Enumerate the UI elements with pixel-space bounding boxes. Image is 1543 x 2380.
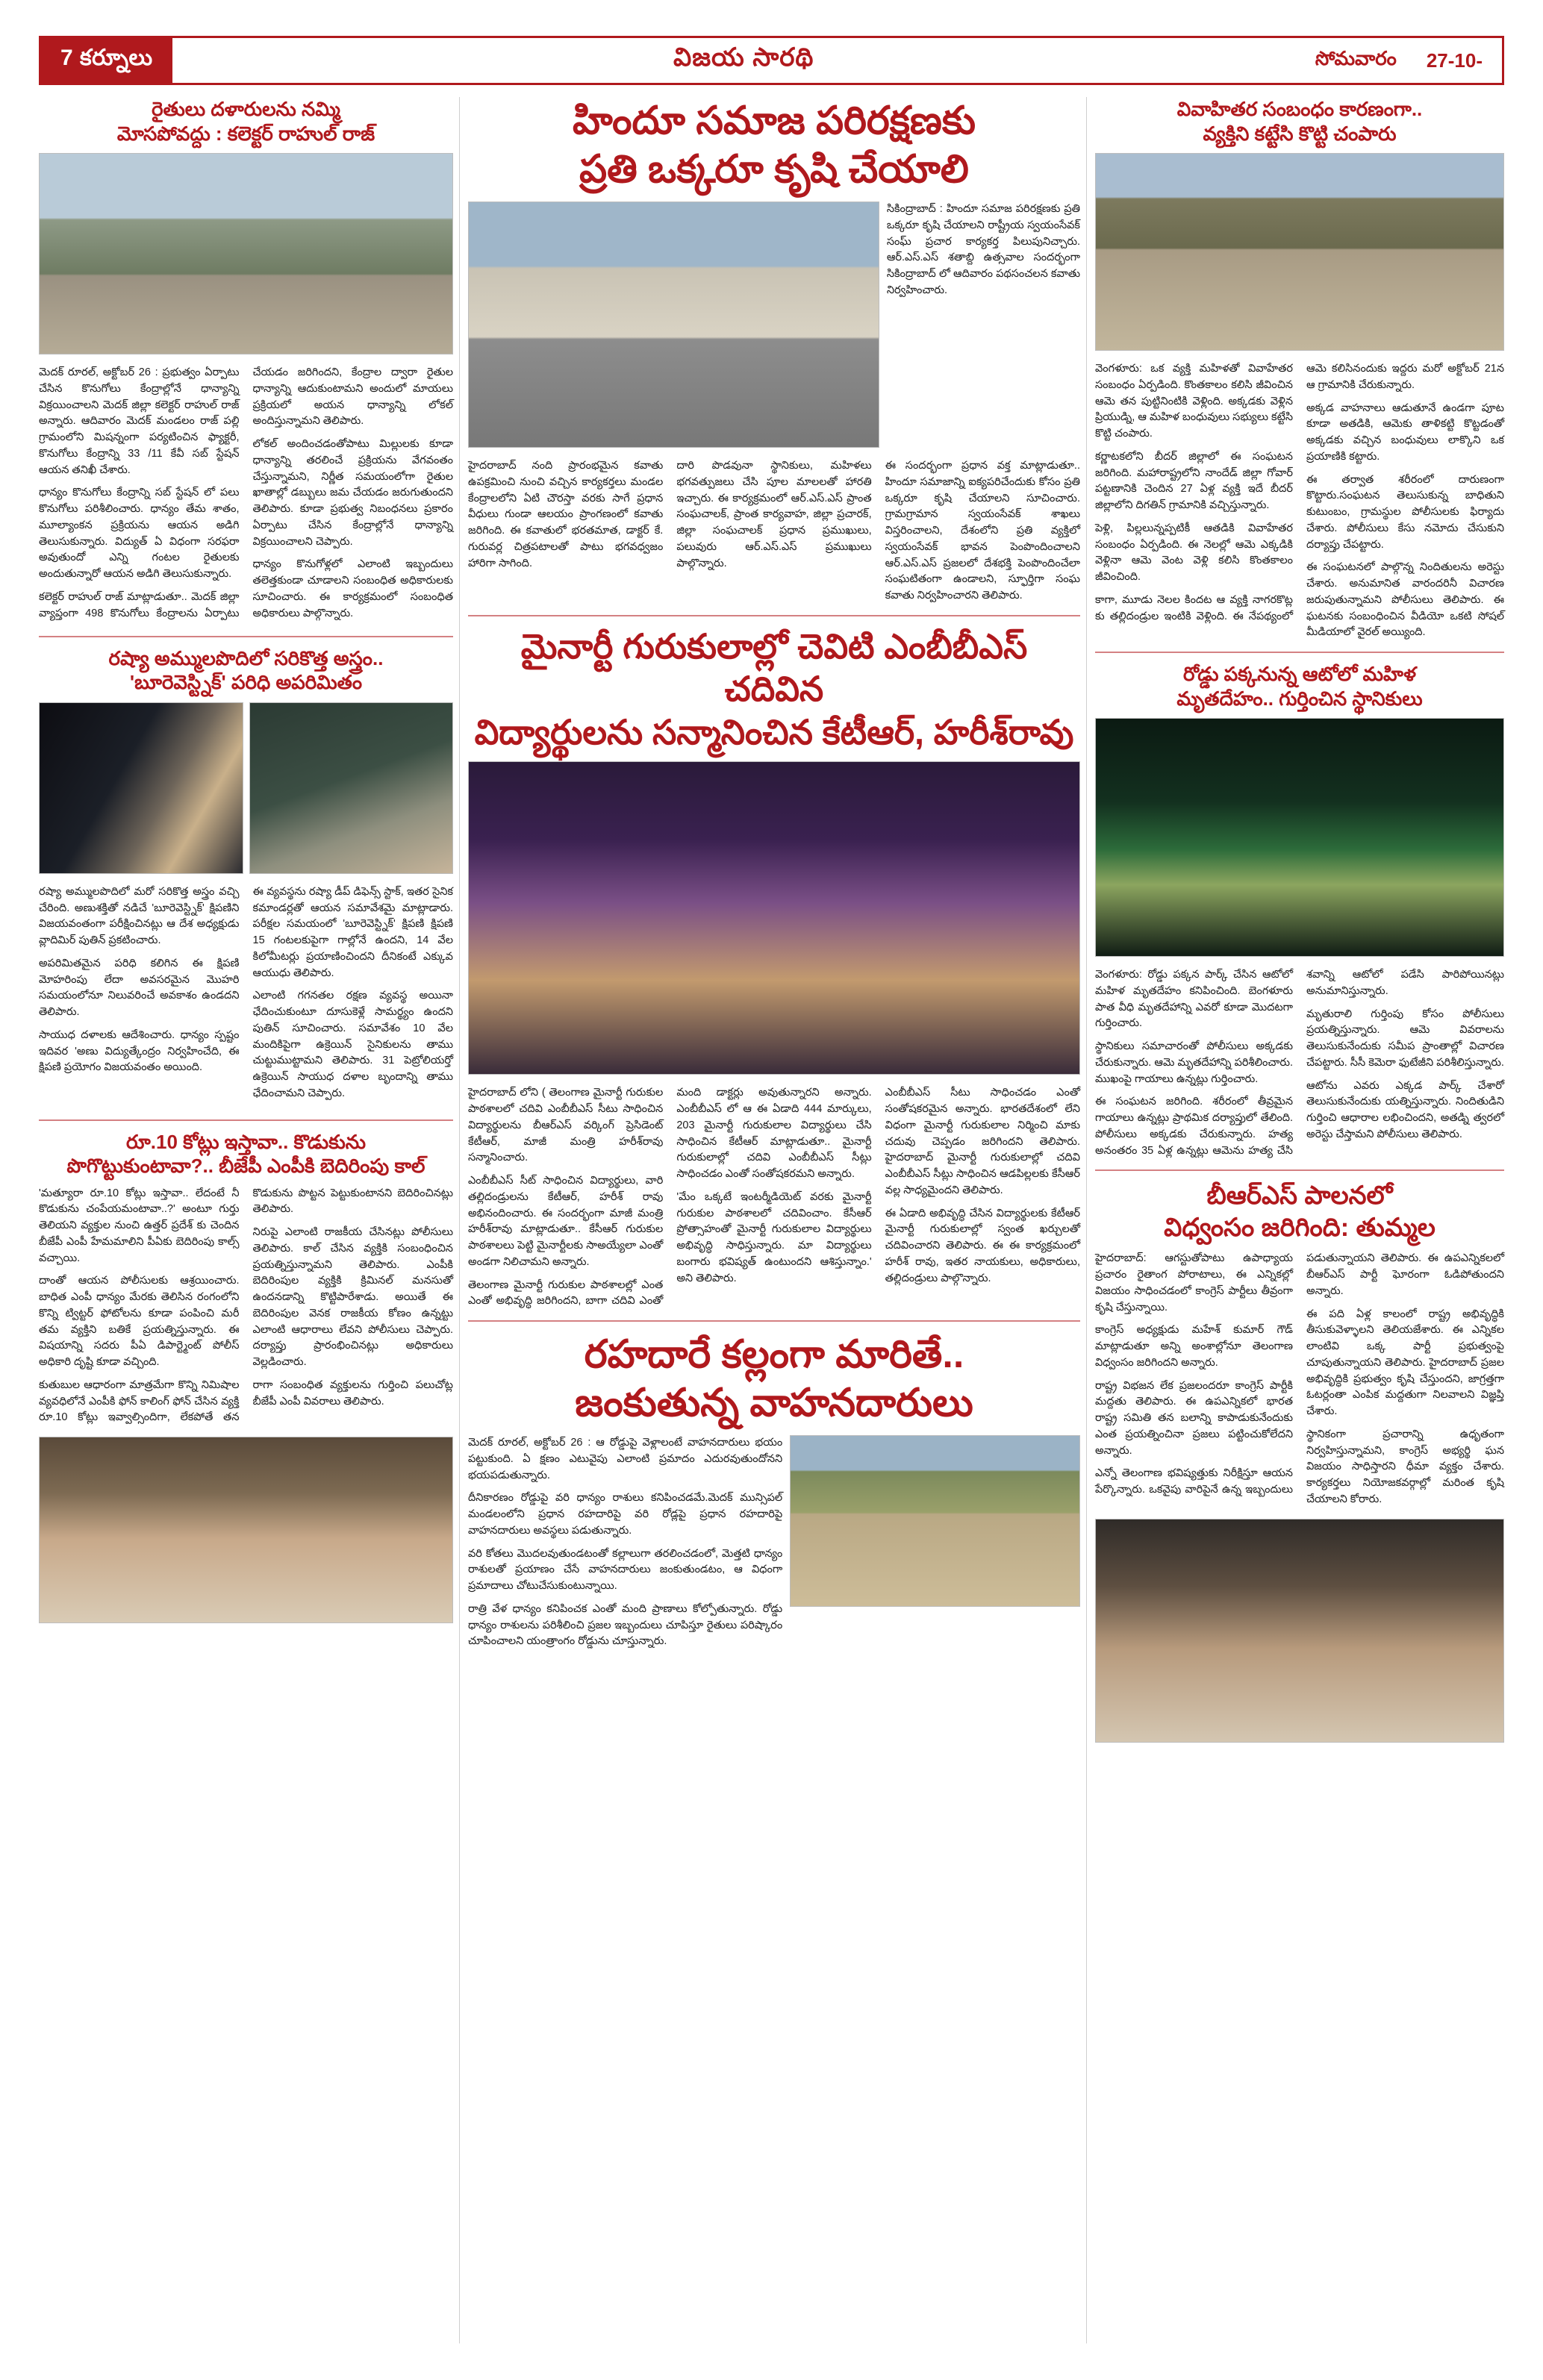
paragraph: హైదరాబాద్ నంది ప్రారంభమైన కవాతు ఉపక్రమించి నుంచి వచ్చిన కార్యకర్తలు మండల కేంద్రాలలోని ఏటి చౌరస్తా వరకు సాగే ప్రధాన వీధులు గుండా ఆలయం ప్రాంగణంలో కవాతు జరిగింది. ఈ కవాతులో భరతమాత, డాక్టర్ కే. గురువర్ల చిత్రపటాలతో పాటు భగవధ్వజం హారిగా సాగింది.	[468, 460, 664, 569]
masthead-title-wrap	[172, 43, 1315, 78]
page-number-label: 7 కర్నూలు	[41, 38, 172, 83]
paragraph: మెదక్ రూరల్, అక్టోబర్ 26 : ప్రభుత్వం ఏర్పాటు చేసిన కొనుగోలు కేంద్రాల్లోనే ధాన్యాన్ని విక్రయించాలని మెదక్ జిల్లా కలెక్టర్ రాహుల్ రాజ్ అన్నారు. ఆదివారం మెదక్ మండలం రాజ్ పల్లి గ్రామంలోని మిషన్నంగా పర్యటించిన ఫ్యాక్టరీ, కొనుగోలు కేంద్రాన్ని 33 /11 కేవీ సబ్ స్టేషన్ ఆయన తనిఖీ చేశారు.	[39, 366, 240, 476]
story-body-extramarital	[1095, 361, 1504, 641]
headline-extramarital	[1095, 97, 1504, 146]
paragraph: కర్ణాటకలోని బీదర్ జిల్లాలో ఈ సంఘటన జరిగింది. మహారాష్ట్రలోని నాందేడ్ జిల్లా గోవార్ పట్టణానికి చెందిన 27 ఏళ్ల వ్యక్తి ఇదే బీదర్ జిల్లాలోని దిగతిన్ గ్రామానికి వచ్చిస్తున్నారు.	[1095, 450, 1293, 511]
headline-line: ప్రతి ఒక్కరూ కృషి చేయాలి	[579, 148, 969, 191]
paragraph: హైదరాబాద్ లోని ( తెలంగాణ మైనార్టీ గురుకుల పాఠశాలలో చదివి ఎంబీబీఎస్ సీటు సాధించిన విద్యార్థులను బీఆర్ఎస్ వర్కింగ్ ప్రెసిడెంట్ కేటీఆర్, మాజీ మంత్రి హరీశ్‌రావు సన్మానించారు.	[468, 1087, 664, 1164]
headline-minority-gurukul	[468, 625, 1080, 755]
paragraph: కాంగ్రెస్ అధ్యక్షుడు మహేశ్ కుమార్ గౌడ్ మాట్లాడుతూ అన్ని అంశాల్లోనూ తెలంగాణ విధ్వంసం జరిగిందని అన్నారు.	[1095, 1324, 1293, 1369]
paragraph: వెంగళూరు: ఒక వ్యక్తి మహిళతో వివాహేతర సంబంధం ఏర్పడింది. కొంతకాలం కలిసి జీవించిన ఆమె తన పుట్టినింటికి వెళ్లింది. అక్కడకు వెళ్లిన ప్రియుడ్ని, ఆ మహిళ బంధువులు సభ్యులు కట్టేసి కొట్టి చంపారు.	[1095, 363, 1293, 440]
paragraph: ఆటోను ఎవరు ఎక్కడ పార్క్ చేశారో తెలుసుకునేందుకు యత్నిస్తున్నారు. నిందితుడిని గుర్తించి ఆధారాల లభించిందని, అతడ్ని త్వరలో అరెస్టు చేస్తామని పోలీసులు తెలిపారు.	[1306, 1079, 1504, 1140]
paragraph: కుతుబుల ఆధారంగా మాత్రమేగా కొన్ని నిమిషాల వ్యవధిలోనే ఎంపీకి ఫోన్ కాలింగ్ ఫోన్ చేసిన వ్యక్తి రూ.10 కోట్లు ఇవ్వాల్సిందిగా, లేకపోతే తన కొడుకును పొట్టన పెట్టుకుంటానని బెదిరించినట్లు తెలిపారు.	[39, 1187, 453, 1424]
photo-felicitation-stage	[468, 761, 1080, 1075]
paragraph: ఈ సందర్భంగా ప్రధాన వక్త మాట్లాడుతూ.. హిందూ సమాజాన్ని ఐక్యపరిచేందుకు కోసం ప్రతి ఒక్కరూ కృషి చేయాలని సూచించారు. గ్రామగ్రామాన స్వయంసేవక్ శాఖలు విస్తరించాలని, దేశంలోని ప్రతి వ్యక్తిలో స్వయంసేవక్ భావన పెంపొందించాలని ఆర్.ఎస్.ఎస్ ప్రజలలో దేశభక్తి పెంపొందించేలా సంఘటితంగా ఉండాలని, స్ఫూర్తిగా సంఘ కవాతు నిర్వహించారని తెలిపారు.	[885, 460, 1080, 602]
headline-line: రూ.10 కోట్లు ఇస్తావా.. కొడుకును	[126, 1130, 366, 1153]
paragraph: ధాన్యం కొనుగోళ్లలో ఎలాంటి ఇబ్బందులు తలెత్తకుండా చూడాలని సంబంధిత అధికారులకు సూచించారు. ఈ కార్యక్రమంలో సంబంధిత అధికారులు పాల్గొన్నారు.	[252, 558, 453, 619]
section-divider	[1095, 1169, 1504, 1171]
paragraph: ఈ పది ఏళ్ల కాలంలో రాష్ట్ర అభివృద్ధికి తీసుకువెళ్ళాలని తెలియజేశారు. ఈ ఎన్నికల లాంటివి ఒక్క పార్టీ ప్రభుత్వంపై చూపుతున్నాయని తెలిపారు. హైదరాబాద్ ప్రజల అభివృద్ధికి ప్రభుత్వం కృషి చేస్తుందని, జాగ్రత్తగా ఓటర్లంతా ఎంపిక మద్దతుగా నిలవాలని విజ్ఞప్తి చేశారు.	[1306, 1308, 1504, 1417]
paragraph: రాత్రి వేళ ధాన్యం కనిపించక ఎంతో మంది ప్రాణాలు కోల్పోతున్నారు. రోడ్డు ధాన్యం రాశులను పరిశీలించి ప్రజల ఇబ్బందులు చూపిస్తూ రైతులు పరిష్కారం చూపించాలని యంత్రాంగం రోడ్డును చూస్తున్నారు.	[468, 1602, 783, 1648]
columns-container	[39, 97, 1504, 2343]
paragraph: దీనికారణం రోడ్డుపై వరి ధాన్యం రాశులు కనిపించడమే.మెదక్ మున్సిపల్ మండలంలోని ప్రధాన రహదారిపై వరి రోడ్లపై ప్రధాన రహదారిపై వాహనదారులు అవస్థలు పడుతున్నారు.	[468, 1492, 783, 1537]
masthead	[39, 36, 1504, 85]
paragraph: రష్యా అమ్ములపొదిలో మరో సరికొత్త అస్త్రం వచ్చి చేరింది. అణుశక్తితో నడిచే 'బూరెవెస్ట్నిక్' క్షిపణిని విజయవంతంగా పరీక్షించినట్లు ఆ దేశ అధ్యక్షుడు వ్లాదిమిర్ పుతిన్ ప్రకటించారు.	[39, 885, 240, 946]
paragraph: కలెక్టర్ రాహుల్ రాజ్ మాట్లాడుతూ.. మెదక్ జిల్లా వ్యాప్తంగా 498 కొనుగోలు కేంద్రాలను ఏర్పాటు చేయడం జరిగిందని, కేంద్రాల ద్వారా రైతుల ధాన్యాన్ని ఆదుకుంటామని అందులో మాయలు ప్రక్రియలో అయన ధాన్యాన్ని లోకల్ అందిస్తున్నామని తెలిపారు.	[39, 366, 453, 619]
paragraph: స్థానికంగా ప్రచారాన్ని ఉధృతంగా నిర్వహిస్తున్నామని, కాంగ్రెస్ అభ్యర్థి ఘన విజయం సాధిస్తారని ధీమా వ్యక్తం చేశారు. కార్యకర్తలు నియోజకవర్గాల్లో మరింత కృషి చేయాలని కోరారు.	[1306, 1428, 1504, 1505]
headline-line: పొగొట్టుకుంటావా?.. బీజేపీ ఎంపీకి బెదిరింపు కాల్	[66, 1155, 426, 1177]
headline-line: రష్యా అమ్ములపొదిలో సరికొత్త అస్త్రం..	[108, 646, 384, 669]
headline-line: మైనార్టీ గురుకులాల్లో చెవిటి ఎంబీబీఎస్ చదివిన	[520, 626, 1028, 709]
paragraph: దాంతో ఆయన పోలీసులకు ఆశ్రయించారు. బాధిత ఎంపీ ధాన్యం మేరకు తెలిసిన రంగంలోని కొన్ని ట్విట్టర్ ఫోటోలను కూడా పంపించి మరీ తమ వ్యక్తిని బతికే ప్రయత్నిస్తున్నారు. ఈ విషయాన్ని సదరు పీఏ డిపార్ట్మెంట్ పోలీస్ అధికారి దృష్టి కూడా వచ్చింది.	[39, 1275, 240, 1368]
date-label: 27-10-	[1426, 49, 1483, 72]
photo-putin	[249, 702, 454, 874]
photo-collector-inspection	[39, 153, 453, 354]
headline-burevestnik	[39, 646, 453, 695]
headline-line: 'బూరెవెస్ట్నిక్' పరిధి అపరిమితం	[129, 671, 363, 694]
headline-line: విధ్వంసం జరిగింది: తుమ్మల	[1164, 1213, 1436, 1242]
paragraph: ఎన్నో తెలంగాణ భవిష్యత్తుకు నిరీక్షిస్తూ ఆయన పేర్కొన్నారు. ఒకవైపు వారిపైనే ఉన్న ఇబ్బందులు పడుతున్నాయని తెలిపారు. ఈ ఉపఎన్నికలలో బీఆర్ఎస్ పార్టీ ఘోరంగా ఓడిపోతుందని అన్నారు.	[1095, 1252, 1504, 1496]
paragraph: దారి పొడవునా స్థానికులు, మహిళలు భగవత్పుజలు చేసి పూల మాలలతో హారతి ఇచ్చారు. ఈ కార్యక్రమంలో ఆర్.ఎస్.ఎస్ ప్రాంత సంఘచాలక్, ప్రాంత కార్యవాహ, జిల్లా ప్రచారక్, జిల్లా సంఘచాలక్ ప్రధాన ప్రముఖులు, పలువురు ఆర్.ఎస్.ఎస్ ప్రముఖులు పాల్గొన్నారు.	[676, 460, 872, 569]
paragraph: మెదక్ రూరల్, అక్టోబర్ 26 : ఆ రోడ్డుపై వెళ్లాలంటే వాహనదారులు భయం పట్టుకుంది. ఏ క్షణం ఎటువైపు ఎలాంటి ప్రమాదం ఎదురవుతుందోనని భయపడుతున్నారు.	[468, 1437, 783, 1481]
paragraph: హైదరాబాద్: ఆగస్టుతోపాటు ఉపాధ్యాయ ప్రచారం రైతాంగ పోరాటాలు, ఈ ఎన్నికల్లో విజయం సాధించడంలో కాంగ్రెస్ పార్టీలు తీవ్రంగా కృషి చేస్తున్నాయి.	[1095, 1252, 1293, 1314]
photo-village-road	[1095, 153, 1504, 351]
photo-missile-launch	[39, 702, 243, 874]
headline-line: జంకుతున్న వాహనదారులు	[575, 1381, 973, 1425]
paragraph: కాగా, మూడు నెలల కిందట ఆ వ్యక్తి నాగరకొట్ల కు తల్లిదండ్రుల ఇంటికి వెళ్లింది. ఈ నేపథ్యంలో ఆమె కలిసినందుకు ఇద్దరు మరో అక్టోబర్ 21న ఆ గ్రామానికి చేరుకున్నారు.	[1095, 363, 1504, 622]
headline-line: రోడ్డు పక్కనున్న ఆటోలో మహిళ	[1183, 663, 1416, 685]
headline-line: మృతదేహం.. గుర్తించిన స్థానికులు	[1176, 687, 1423, 710]
paragraph: నిరుపై ఎలాంటి రాజకీయ చేసినట్లు పోలీసులు తెలిపారు. కాల్ చేసిన వ్యక్తికి సంబంధించిన ప్రయత్నిస్తున్నామని తెలిపారు. ఎంపీకి బెదిరింపుల వ్యక్తికి క్రిమినల్ మనసుతో ఉందనడాన్ని కొట్టిపారేశాడు. అయితే ఈ బెదిరింపుల వెనక రాజకీయ కోణం ఉన్నట్టు ఎలాంటి ఆధారాలు లేవని పోలీసులు చెప్పారు. దర్యాప్తు ప్రారంభించినట్లు అధికారులు వెల్లడించారు.	[252, 1226, 453, 1368]
headline-auto-body	[1095, 662, 1504, 710]
story-body-auto	[1095, 967, 1504, 1159]
paragraph: పెళ్లి, పిల్లలున్నప్పటికీ ఆతడికి వివాహేతర సంబంధం ఏర్పడింది. ఈ నెలల్లో ఆమె ఎక్కడికి వెళ్లినా ఆమె వెంట వెళ్లి కలిసి కొంతకాలం జీవించింది.	[1095, 522, 1293, 583]
headline-mp-threat	[39, 1130, 453, 1178]
headline-line: మోసపోవద్దు : కలెక్టర్ రాహుల్ రాజ్	[116, 122, 375, 145]
paragraph: తెలంగాణ మైనార్టీ గురుకుల పాఠశాలల్లో ఎంత ఎంతో అభివృద్ధి జరిగిందని, బాగా చదివి ఎంతో మంది డాక్టర్లు అవుతున్నారని అన్నారు. ఎంబీబీఎస్ లో ఆ ఈ ఏడాది 444 మార్కులు, 203 మైనార్టీ గురుకులాల విద్యార్థులు చేసి సాధించిన కేటీఆర్ మాట్లాడుతూ.. మైనార్టీ గురుకులాల్లో చదివి ఎంబీబీఎస్ సీట్లు సాధించడం ఎంతో సంతోషకరమని అన్నారు.	[468, 1087, 872, 1308]
column-divider-2	[1086, 97, 1087, 2343]
column-left	[39, 97, 453, 1623]
headline-line: విద్యార్థులను సన్మానించిన కేటీఆర్, హరీశ్‌రావు	[474, 712, 1074, 752]
section-divider	[1095, 652, 1504, 653]
headline-collector	[39, 97, 453, 146]
story-body-minority-gurukul	[468, 1085, 1080, 1310]
column-right	[1095, 97, 1504, 1743]
story-body-brs	[1095, 1251, 1504, 1508]
photo-rss-march	[468, 202, 879, 448]
story-body-burevestnik	[39, 884, 453, 1109]
paragraph: అక్కడ వాహనాలు ఆడుతూనే ఉండగా పూట కూడా అతడికి, ఆమెకు తాళికట్టి కొట్టడంతో అక్కడకు వచ్చిన బంధువులు లాక్కొని ఒక ప్రయాణికి కట్టారు.	[1306, 402, 1504, 463]
photo-leader-portrait	[39, 1437, 453, 1623]
paragraph: సికింద్రాబాద్ : హిందూ సమాజ పరిరక్షణకు ప్రతి ఒక్కరూ కృషి చేయాలని రాష్ట్రీయ స్వయంసేవక్ సంఘ్ ప్రచార కార్యకర్త పిలుపునిచ్చారు. ఆర్.ఎస్.ఎస్ శతాబ్ది ఉత్సవాల సందర్భంగా సికింద్రాబాద్ లో ఆదివారం పథసంచలన కవాతు నిర్వహించారు.	[886, 203, 1080, 296]
paragraph: ఎలాంటి గగనతల రక్షణ వ్యవస్థ అయినా ఛేదించుకుంటూ దూసుకెళ్లే సామర్థ్యం ఉందని పుతిన్ సూచించారు. సమావేశం 10 వేల మందికిపైగా ఉక్రెయిన్ సైనికులను తాము చుట్టుముట్టామని తెలిపారు. 31 పెట్రోలియర్తో ఉక్రెయిన్ సాయుధ దళాల బృందాన్ని తాము ఛేదించామని చెప్పారు.	[252, 990, 453, 1099]
paragraph: 'మేం ఒక్కటే ఇంటర్మీడియెట్ వరకు మైనార్టీ గురుకుల పాఠశాలలో చదివించాం. కేసీఆర్ ప్రోత్సాహంతో మైనార్టీ గురుకులాల విద్యార్థులు అభివృద్ధి సాధిస్తున్నారు. మా విద్యార్థులు బంగారు భవిష్యత్ ఉంటుందని ఆశిస్తున్నాం.' అని తెలిపారు.	[676, 1190, 872, 1284]
paragraph: సాయుధ దళాలకు ఆదేశించారు. ధాన్యం స్పష్టం ఇదివర 'అణు విద్యుత్కేంద్రం నిర్వహించేది, ఈ క్షిపణి ప్రయోగం విజయవంతం అయింది.	[39, 1028, 240, 1074]
paragraph: ఈ సంఘటన జరిగింది. శరీరంలో తీవ్రమైన గాయాలు ఉన్నట్లు ప్రాథమిక దర్యాప్తులో తేలింది. పోలీసులు అక్కడకు చేరుకున్నారు. హత్య అనంతరం 35 ఏళ్ల ఉన్నట్లు ఆమెను హత్య చేసి శవాన్ని ఆటోలో పడేసి పారిపోయినట్లు అనుమానిస్తున్నారు.	[1095, 969, 1504, 1157]
photo-paddy-on-road	[790, 1435, 1080, 1607]
paragraph: వెంగళూరు: రోడ్డు పక్కన పార్క్ చేసిన ఆటోలో మహిళ మృతదేహం కనిపించింది. బెంగళూరు పాత వీధి మృతదేహాన్ని ఎవరో కూడా మొదటగా గుర్తించారు.	[1095, 969, 1293, 1030]
headline-hindu-samaj	[468, 97, 1080, 194]
section-divider	[39, 636, 453, 637]
photo-thummala-portrait	[1095, 1519, 1504, 1743]
headline-line: రహదారే కల్లంగా మారితే..	[584, 1333, 964, 1376]
masthead-date-wrap	[1315, 47, 1502, 75]
column-divider-1	[459, 97, 460, 2343]
newspaper-title: విజయ సారథి	[673, 43, 814, 72]
paragraph: రాగా సంబంధిత వ్యక్తులను గుర్తించి పలుచోట్ల బీజేపీ ఎంపీ వివరాలు తెలిపారు.	[252, 1378, 453, 1408]
paragraph: ఎంబీబీఎస్ సీట్ సాధించిన విద్యార్థులు, వారి తల్లిదండ్రులను కేటీఆర్, హరీశ్ రావు అభినందించారు. ఈ సందర్భంగా మాజీ మంత్రి హరీశ్‌రావు మాట్లాడుతూ.. కేసీఆర్ గురుకుల పాఠశాలలు పెట్టి మైనార్టీలకు సాఅయ్యేలా ఎంతో అండగా నిలిచామని అన్నారు.	[468, 1175, 664, 1268]
paragraph: లోకల్ అందించడంతోపాటు మిల్లులకు కూడా ధాన్యాన్ని తరలించే ప్రక్రియను వేగవంతం చేస్తున్నామని, నిర్ణీత సమయంలోగా రైతుల ఖాతాల్లో డబ్బులు జమ చేయడం జరుగుతుందని తెలిపారు. కూడా ప్రభుత్వ నిబంధనలు ప్రకారం ఏర్పాటు చేసిన కేంద్రాల్లోనే ధాన్యాన్ని విక్రయించాలని చెప్పారు.	[252, 438, 453, 548]
story-body-mp-threat	[39, 1186, 453, 1427]
column-center	[468, 97, 1080, 1657]
headline-line: రైతులు దళారులను నమ్మి	[152, 98, 340, 120]
headline-brs-thummala	[1095, 1180, 1504, 1243]
paragraph: అపరిమితమైన పరిధి కలిగిన ఈ క్షిపణి మోహరింపు లేదా అవసరమైన మొహరి సమయంలోనూ నిలువరించే అవకాశం ఉండదని తెలిపారు.	[39, 957, 240, 1018]
paragraph: ఈ సంఘటనలో పాల్గొన్న నిందితులను అరెస్టు చేశారు. అనుమానిత వారందరినీ విచారణ జరుపుతున్నామని పోలీసులు తెలిపారు. ఈ ఘటనకు సంబంధించిన వీడియో ఒకటి సోషల్ మీడియాలో వైరల్ అయ్యింది.	[1306, 561, 1504, 639]
story-body-hindu-samaj	[468, 458, 1080, 605]
headline-road-paddy	[468, 1331, 1080, 1428]
section-divider	[39, 1119, 453, 1121]
paragraph: రాష్ట్ర విభజన లేక ప్రజలందరూ కాంగ్రెస్ పార్టీకి మద్దతు తెలిపారు. ఈ ఉపఎన్నికలో భారత రాష్ట్ర సమితి తన బలాన్ని కాపాడుకునేందుకు ఎంత ప్రయత్నించినా ప్రజలు పట్టించుకోలేదని అన్నారు.	[1095, 1379, 1293, 1457]
paragraph: ధాన్యం కొనుగోలు కేంద్రాన్ని సబ్ స్టేషన్ లో పలు కొనుగోలు పరిశీలించారు. ధాన్యం తేమ శాతం, మూల్యాంకన ప్రక్రియను ఆయన అడిగి తెలుసుకున్నారు. విద్యుత్ ఏ విధంగా సరఫరా అవుతుందో ఎన్ని గంటల రైతులకు అందుతున్నారో ఆయన అడిగి తెలుసుకున్నారు.	[39, 487, 240, 580]
paragraph: వరి కోతలు మొదలవుతుండటంతో కల్లాలుగా తరలించడంలో, మెత్తటి ధాన్యం రాశులతో ప్రయాణం చేసే వాహనదారులు జంకుతుండటం, ఆ విధంగా ప్రమాదాలు చోటుచేసుకుంటున్నాయి.	[468, 1547, 783, 1592]
photo-auto-rickshaw	[1095, 718, 1504, 957]
headline-line: బీఆర్ఎస్ పాలనలో	[1206, 1181, 1393, 1211]
story-body-collector	[39, 365, 453, 625]
headline-line: హిందూ సమాజ పరిరక్షణకు	[573, 99, 976, 143]
paragraph: ఈ ఏడాది అభివృద్ధి చేసిన విద్యార్థులకు కేటీఆర్ మైనార్టీ గురుకులాల్లో స్వంత ఖర్చులతో చదివించారని తెలిపారు. ఈ ఈ కార్యక్రమంలో హరీశ్ రావు, ఇతర నాయకులు, అధికారులు, తల్లిదండ్రులు పాల్గొన్నారు.	[885, 1207, 1080, 1284]
paragraph: ఎంబీబీఎస్ సీటు సాధించడం ఎంతో సంతోషకరమైన అన్నారు. భారతదేశంలో లేని విధంగా మైనార్టీ గురుకులాల నిర్మించి మాకు చదువు చెప్పడం జరిగిందని తెలిపారు. హైదరాబాద్ మైనార్టీ గురుకులాల్లో చదివి ఎంబీబీఎస్ సీట్లు సాధించిన ఆడపిల్లలకు కేసీఆర్ వల్ల సాధ్యమైందని తెలిపారు.	[885, 1087, 1080, 1196]
section-divider	[468, 1320, 1080, 1322]
paragraph: 'మత్యూరా రూ.10 కోట్లు ఇస్తావా.. లేదంటే నీ కొడుకును చంపేయమంటావా..?' అంటూ గుర్తు తెలియని వ్యక్తుల నుంచి ఉత్తర్ ప్రదేశ్ కు చెందిన బీజేపీ ఎంపీ హేమమాలిని పీఏకు బెదిరింపు కాల్స్ వచ్చాయి.	[39, 1187, 240, 1264]
section-divider	[468, 615, 1080, 616]
headline-line: వివాహితర సంబంధం కారణంగా..	[1176, 98, 1423, 120]
paragraph: ఈ తర్వాత శరీరంలో దారుణంగా కొట్టారు.సంఘటన తెలుసుకున్న బాధితుని కుటుంబం, గ్రామస్థుల పోలీసులకు ఫిర్యాదు చేశారు. పోలీసులు కేసు నమోదు చేసుకుని దర్యాప్తు చేపట్టారు.	[1306, 473, 1504, 551]
headline-line: వ్యక్తిని కట్టేసి కొట్టి చంపారు	[1203, 122, 1397, 145]
paragraph: ఈ వ్యవస్థను రష్యా డీప్ డిఫెన్స్ స్టాక్, ఇతర సైనిక కమాండర్లతో ఆయన సమావేశమై మాట్లాడారు. పరీక్షల సమయంలో 'బూరెవెస్ట్నిక్' క్షిపణి క్షిపణి 15 గంటలకుపైగా గాల్లోనే ఉందని, 14 వేల కిలోమీటర్లు ప్రయాణించిందని దీనికంటే ఎక్కువ ఆయుధు తెలిపారు.	[252, 885, 453, 979]
paragraph: స్థానికులు సమాచారంతో పోలీసులు అక్కడకు చేరుకున్నారు. ఆమె మృతదేహాన్ని పరిశీలించారు. ముఖంపై గాయాలు ఉన్నట్లు గుర్తించారు.	[1095, 1040, 1293, 1085]
weekday-label: సోమవారం	[1315, 46, 1397, 69]
paragraph: మృతురాలి గుర్తింపు కోసం పోలీసులు ప్రయత్నిస్తున్నారు. ఆమె వివరాలను తెలుసుకునేందుకు సమీప ప్రాంతాల్లో విచారణ చేపట్టారు. సీసీ కెమెరా ఫుటేజీని పరిశీలిస్తున్నారు.	[1306, 1008, 1504, 1069]
